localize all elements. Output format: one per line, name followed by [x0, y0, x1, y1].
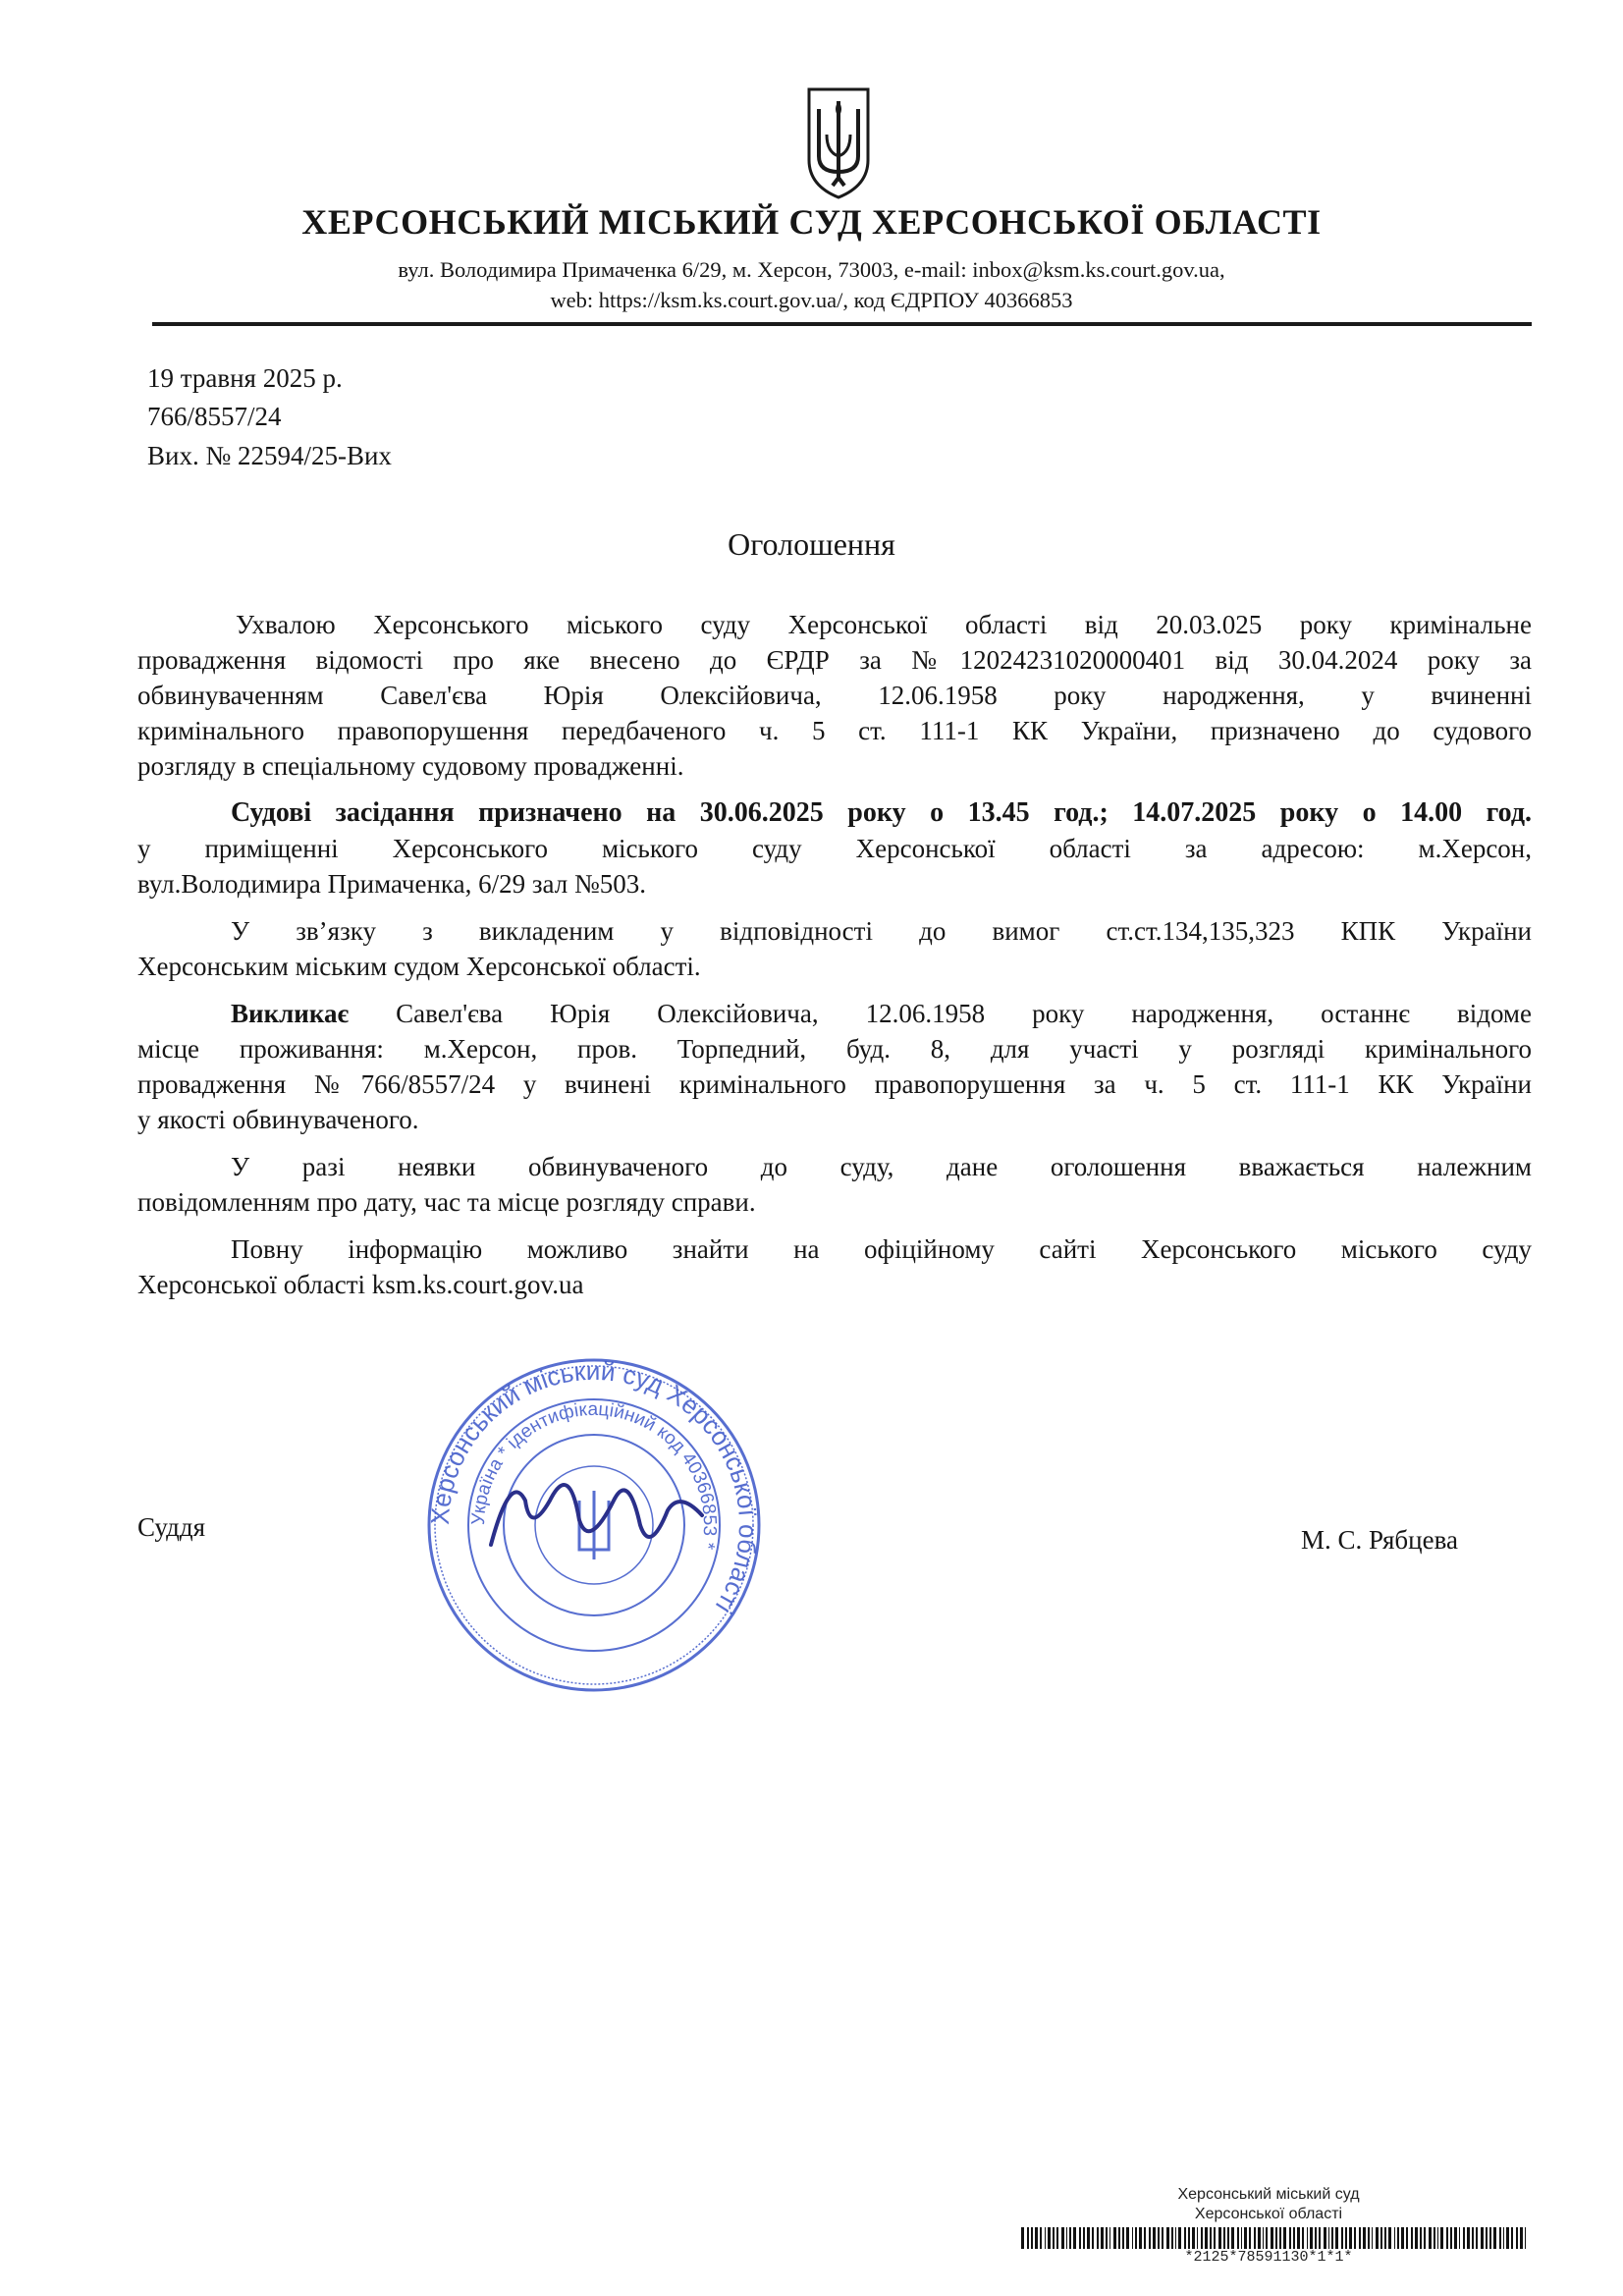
handwritten-signature — [491, 1485, 702, 1545]
body-line: У зв’язку з викладеним у відповідності до вимог ст.ст.134,135,323 КПК України — [231, 916, 1532, 946]
barcode-label-line2: Херсонської області — [1194, 2206, 1343, 2222]
body-line: обвинуваченням Савел'єва Юрія Олексійовича, 12.06.1958 року народження, у вчиненні — [137, 681, 1532, 710]
body-line: розгляду в спеціальному судовому провадженні. — [137, 751, 684, 781]
document-body — [137, 607, 1532, 1302]
body-line: Повну інформацію можливо знайти на офіційному сайті Херсонського міського суду — [231, 1234, 1532, 1264]
body-line: повідомленням про дату, час та місце розгляду справи. — [137, 1187, 756, 1217]
body-line: провадження №766/8557/24 у вчинені кримінального правопорушення за ч. 5 ст. 111-1 КК України — [137, 1069, 1532, 1099]
body-line: провадження відомості про яке внесено до ЄРДР за №12024231020000401 від 30.04.2024 року за — [137, 645, 1532, 675]
summons-lead: Викликає — [231, 999, 350, 1028]
body-line: Херсонським міським судом Херсонської області. — [137, 952, 701, 981]
court-address-line1: вул. Володимира Примаченка 6/29, м. Херсон, 73003, e-mail: inbox@ksm.ks.court.gov.ua, — [398, 257, 1225, 282]
court-stamp-seal — [422, 1353, 766, 1697]
barcode-label-line1: Херсонський міський суд — [1177, 2186, 1360, 2203]
court-name: ХЕРСОНСЬКИЙ МІСЬКИЙ СУД ХЕРСОНСЬКОЇ ОБЛАСТІ — [301, 202, 1322, 242]
body-line: місце проживання: м.Херсон, пров. Торпедний, буд. 8, для участі у розгляді кримінального — [137, 1034, 1532, 1064]
stamp-outer-text: Херсонський міський суд Херсонської області — [424, 1355, 764, 1619]
document-date: 19 травня 2025 р. — [147, 363, 343, 393]
body-line: у приміщенні Херсонського міського суду Херсонської області за адресою: м.Херсон, — [137, 834, 1532, 863]
header-divider — [152, 322, 1532, 326]
hearing-dates-line: Судові засідання призначено на 30.06.2025 року о 13.45 год.; 14.07.2025 року о 14.00 год. — [231, 797, 1532, 828]
trident-emblem-icon — [803, 83, 874, 201]
barcode — [1021, 2227, 1532, 2249]
body-line: вул.Володимира Примаченка, 6/29 зал №503. — [137, 869, 646, 899]
body-line: У разі неявки обвинуваченого до суду, дане оголошення вважається належним — [231, 1152, 1532, 1181]
case-number: 766/8557/24 — [147, 402, 282, 431]
body-line: Херсонської області ksm.ks.court.gov.ua — [137, 1270, 584, 1299]
body-line: у якості обвинуваченого. — [137, 1105, 419, 1134]
document-title: Оголошення — [728, 526, 895, 562]
signature-role: Суддя — [137, 1512, 206, 1542]
outgoing-number: Вих. № 22594/25-Вих — [147, 441, 392, 470]
body-line: кримінального правопорушення передбаченого ч. 5 ст. 111-1 КК України, призначено до судового — [137, 716, 1532, 745]
barcode-code: *2125*78591130*1*1* — [1184, 2249, 1353, 2266]
stamp-inner-text: Україна * ідентифікаційний код 40366853 * — [467, 1398, 721, 1552]
court-address-line2: web: https://ksm.ks.court.gov.ua/, код ЄДРПОУ 40366853 — [550, 288, 1073, 312]
summons-line — [137, 996, 1532, 1031]
signature-name: М. С. Рябцева — [1301, 1525, 1458, 1555]
body-line: Ухвалою Херсонського міського суду Херсонської області від 20.03.025 року кримінальне — [236, 610, 1532, 639]
summons-first-line: Савел'єва Юрія Олексійовича, 12.06.1958 року народження, останнє відоме — [349, 999, 1532, 1028]
